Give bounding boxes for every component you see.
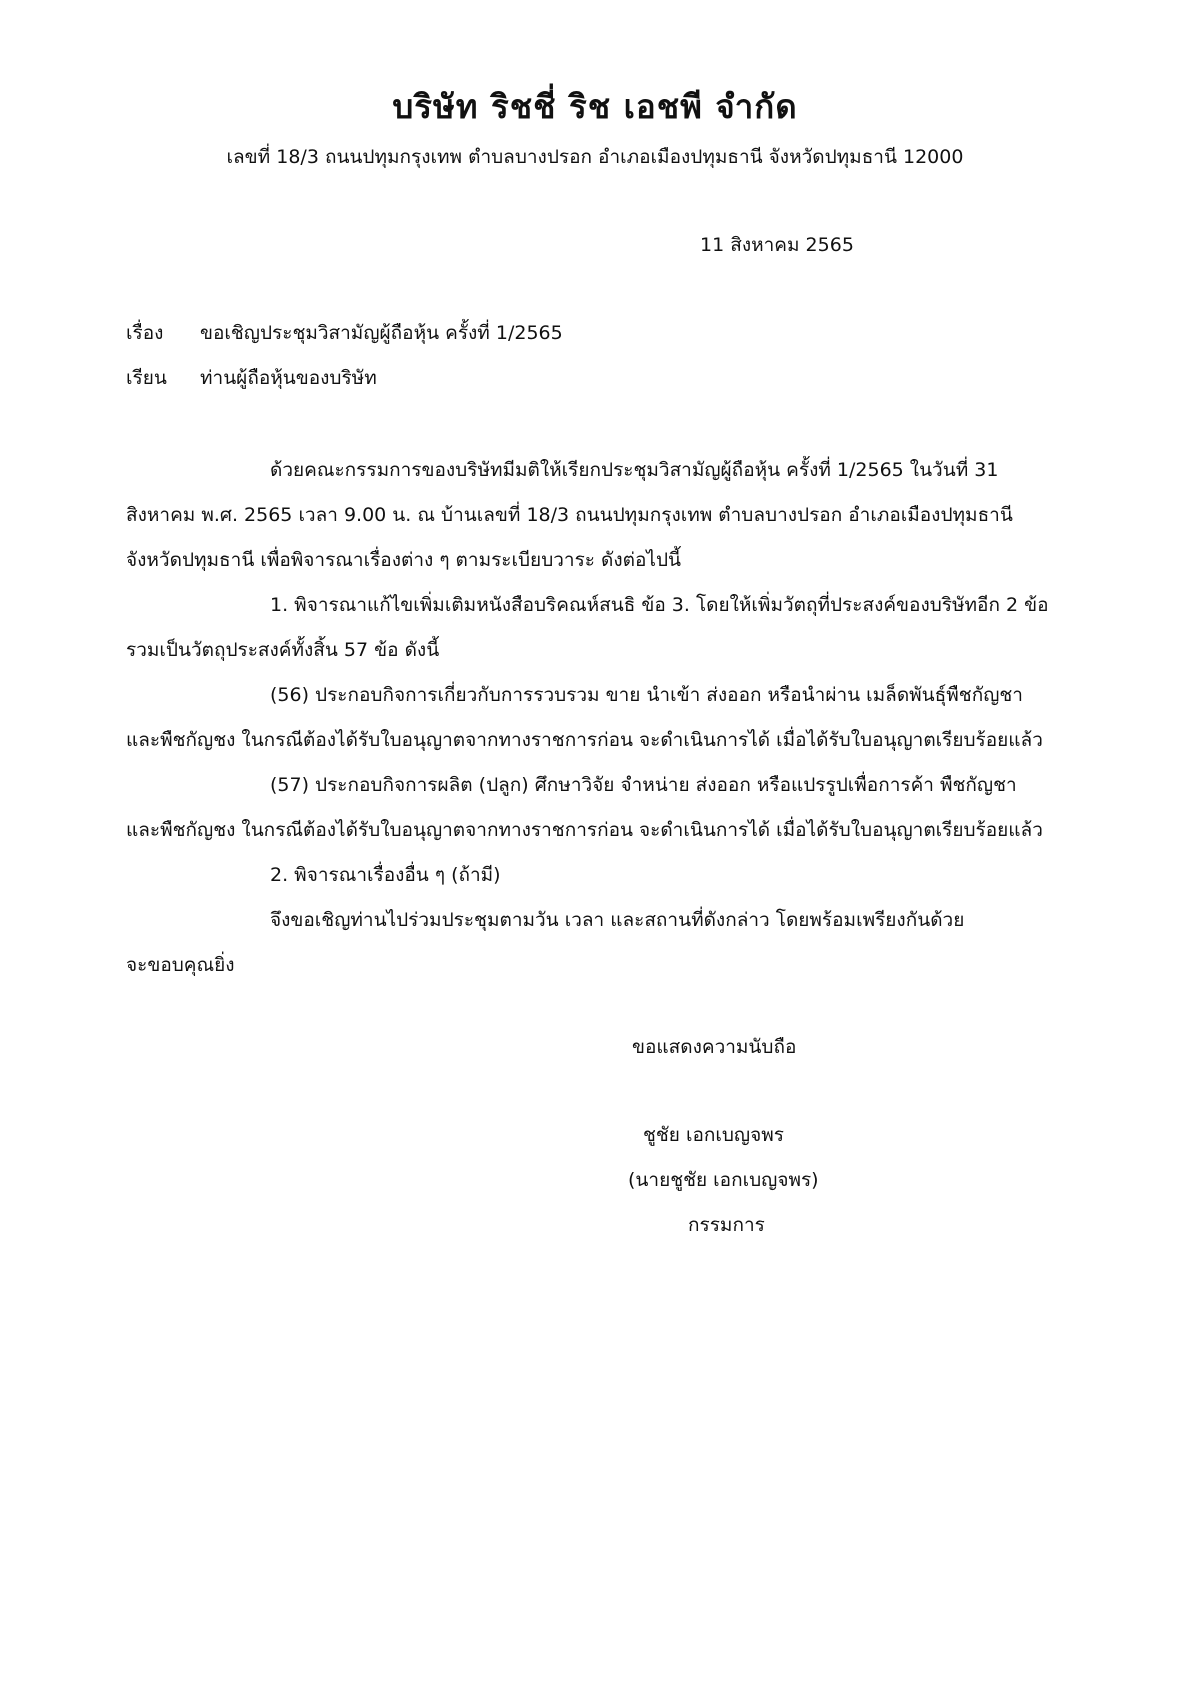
closing-line: จึงขอเชิญท่านไปร่วมประชุมตามวัน เวลา และสถานที่ดังกล่าว โดยพร้อมเพรียงกันด้วย [270,909,965,931]
signature-signed-name: ชูชัย เอกเบญจพร [643,1124,784,1146]
body-paragraph-line: สิงหาคม พ.ศ. 2565 เวลา 9.00 น. ณ บ้านเลขที่ 18/3 ถนนปทุมกรุงเทพ ตำบลบางปรอก อำเภอเมืองปทุมธานี [126,504,1013,526]
subject-text: ขอเชิญประชุมวิสามัญผู้ถือหุ้น ครั้งที่ 1/2565 [200,322,563,344]
company-address: เลขที่ 18/3 ถนนปทุมกรุงเทพ ตำบลบางปรอก อำเภอเมืองปทุมธานี จังหวัดปทุมธานี 12000 [226,146,964,168]
signature-position: กรรมการ [688,1214,765,1236]
company-name: บริษัท ริชชี่ ริช เอชพี จำกัด [392,87,798,126]
signature-full-name: (นายชูชัย เอกเบญจพร) [628,1169,819,1191]
letter-date: 11 สิงหาคม 2565 [700,234,854,256]
agenda-item-1-line: รวมเป็นวัตถุประสงค์ทั้งสิ้น 57 ข้อ ดังนี้ [126,639,440,661]
objective-57-line: (57) ประกอบกิจการผลิต (ปลูก) ศึกษาวิจัย จำหน่าย ส่งออก หรือแปรรูปเพื่อการค้า พืชกัญชา [270,774,1017,796]
objective-57-line: และพืชกัญชง ในกรณีต้องได้รับใบอนุญาตจากทางราชการก่อน จะดำเนินการได้ เมื่อได้รับใบอนุญาตเรียบร้อยแล้ว [126,819,1043,841]
objective-56-line: และพืชกัญชง ในกรณีต้องได้รับใบอนุญาตจากทางราชการก่อน จะดำเนินการได้ เมื่อได้รับใบอนุญาตเรียบร้อยแล้ว [126,729,1043,751]
recipient-label: เรียน [126,367,167,389]
agenda-item-1-line: 1. พิจารณาแก้ไขเพิ่มเติมหนังสือบริคณห์สนธิ ข้อ 3. โดยให้เพิ่มวัตถุที่ประสงค์ของบริษัทอีก 2 ข้อ [270,594,1049,616]
body-paragraph-line: จังหวัดปทุมธานี เพื่อพิจารณาเรื่องต่าง ๆ ตามระเบียบวาระ ดังต่อไปนี้ [126,549,682,571]
recipient-text: ท่านผู้ถือหุ้นของบริษัท [200,367,377,389]
signature-salutation: ขอแสดงความนับถือ [632,1036,797,1058]
body-paragraph-line: ด้วยคณะกรรมการของบริษัทมีมติให้เรียกประชุมวิสามัญผู้ถือหุ้น ครั้งที่ 1/2565 ในวันที่ 31 [270,459,999,481]
agenda-item-2: 2. พิจารณาเรื่องอื่น ๆ (ถ้ามี) [270,864,501,886]
closing-line: จะขอบคุณยิ่ง [126,954,235,976]
subject-label: เรื่อง [126,322,164,344]
objective-56-line: (56) ประกอบกิจการเกี่ยวกับการรวบรวม ขาย นำเข้า ส่งออก หรือนำผ่าน เมล็ดพันธุ์พืชกัญชา [270,684,1023,706]
